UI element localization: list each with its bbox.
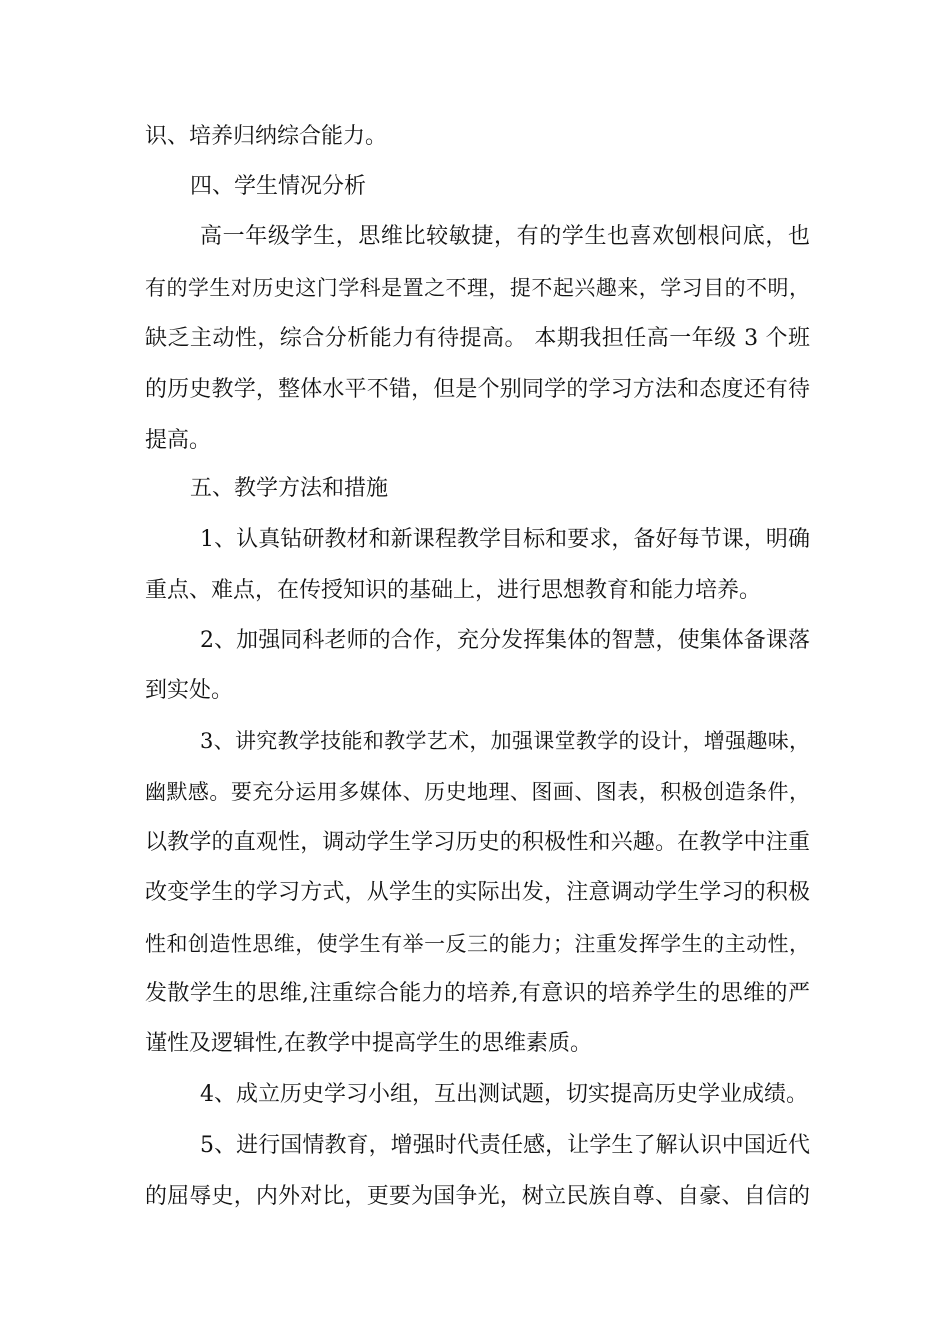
text-line: 改变学生的学习方式，从学生的实际出发，注意调动学生学习的积极 <box>145 880 810 905</box>
text-line: 的历史教学，整体水平不错，但是个别同学的学习方法和态度还有待 <box>145 377 810 402</box>
text-line: 高一年级学生，思维比较敏捷，有的学生也喜欢刨根问底，也 <box>200 224 810 249</box>
text-line: 有的学生对历史这门学科是置之不理，提不起兴趣来，学习目的不明， <box>145 276 810 300</box>
text-line: 缺乏主动性，综合分析能力有待提高。 本期我担任高一年级 3 个班 <box>145 326 810 351</box>
text-line: 提高。 <box>145 428 212 453</box>
text-line: 3、讲究教学技能和教学艺术，加强课堂教学的设计，增强趣味， <box>200 729 810 753</box>
text-line: 以教学的直观性，调动学生学习历史的积极性和兴趣。在教学中注重 <box>145 830 810 855</box>
text-line: 2、加强同科老师的合作，充分发挥集体的智慧，使集体备课落 <box>200 628 810 653</box>
text-line: 的屈辱史，内外对比，更要为国争光，树立民族自尊、自豪、自信的 <box>145 1184 810 1209</box>
text-line: 性和创造性思维，使学生有举一反三的能力；注重发挥学生的主动性， <box>145 932 810 956</box>
text-line: 到实处。 <box>145 678 234 703</box>
text-line: 1、认真钻研教材和新课程教学目标和要求，备好每节课，明确 <box>200 527 810 552</box>
section-heading: 五、教学方法和措施 <box>190 476 389 501</box>
text-line: 谨性及逻辑性,在教学中提高学生的思维素质。 <box>145 1031 592 1056</box>
text-line: 重点、难点，在传授知识的基础上，进行思想教育和能力培养。 <box>145 578 762 603</box>
text-line: 发散学生的思维,注重综合能力的培养,有意识的培养学生的思维的严 <box>145 981 810 1006</box>
text-line: 幽默感。要充分运用多媒体、历史地理、图画、图表，积极创造条件， <box>145 780 810 804</box>
text-line: 4、成立历史学习小组，互出测试题，切实提高历史学业成绩。 <box>200 1082 808 1107</box>
section-heading: 四、学生情况分析 <box>190 174 367 199</box>
text-line: 识、培养归纳综合能力。 <box>145 124 388 149</box>
text-line: 5、进行国情教育，增强时代责任感，让学生了解认识中国近代 <box>200 1133 810 1158</box>
